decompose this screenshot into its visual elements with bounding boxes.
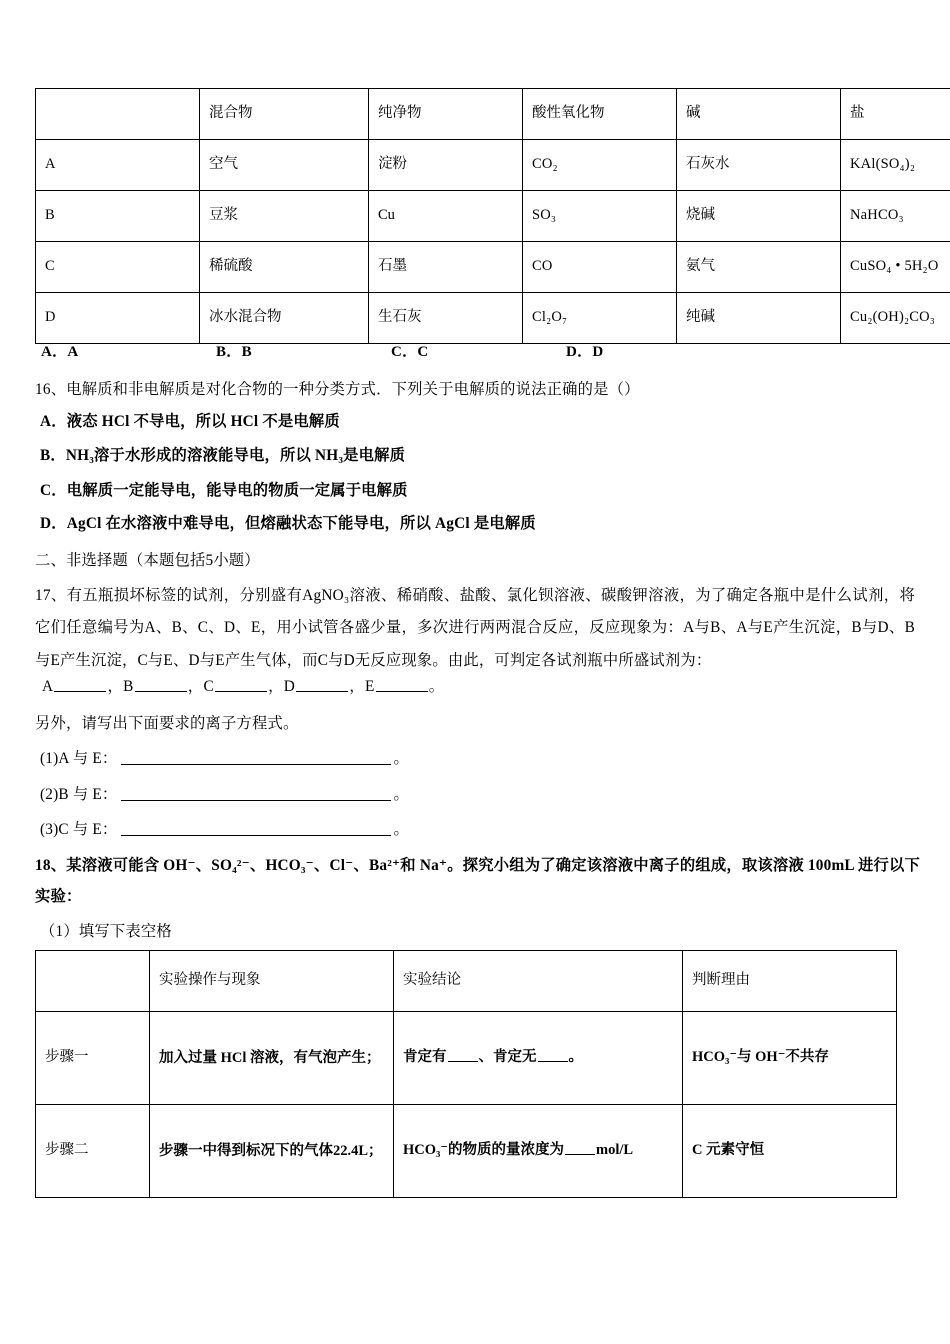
conclusion-1-blank-2[interactable] <box>538 1049 568 1062</box>
question-15-options <box>41 340 901 361</box>
option-d[interactable]: D．D <box>566 344 604 360</box>
ion-list: OH⁻、SO₄²⁻、HCO₃⁻、Cl⁻、Ba²⁺和 Na⁺ <box>163 857 448 874</box>
question-16-option-b[interactable]: B．NH₃溶于水形成的溶液能导电，所以 NH₃是电解质 <box>40 447 406 464</box>
cell-base-d: 纯碱 <box>677 293 841 344</box>
cell-pure-b: Cu <box>369 191 523 242</box>
cell-base-a: 石灰水 <box>677 140 841 191</box>
cell-mixture-b: 豆浆 <box>200 191 369 242</box>
header-cell-pure: 纯净物 <box>369 89 523 140</box>
table-header-row <box>36 951 897 1012</box>
table-row <box>36 1105 897 1198</box>
blank-label-c: C <box>203 678 215 695</box>
row-label-b: B <box>36 191 200 242</box>
header-cell-empty <box>36 89 200 140</box>
cell-salt-a: KAl(SO₄)₂ <box>841 140 950 191</box>
question-16-stem: 16、电解质和非电解质是对化合物的一种分类方式．下列关于电解质的说法正确的是（） <box>35 381 640 398</box>
cell-pure-a: 淀粉 <box>369 140 523 191</box>
cell-mixture-c: 稀硫酸 <box>200 242 369 293</box>
conclusion-2-suffix: mol/L <box>596 1142 634 1159</box>
equation-3-label: (3)C 与 E： <box>40 821 118 838</box>
option-a[interactable]: A．A <box>41 344 79 360</box>
header-cell-acidic-oxide: 酸性氧化物 <box>523 89 677 140</box>
cell-pure-d: 生石灰 <box>369 293 523 344</box>
table-header-row <box>36 89 950 140</box>
conclusion-2-blank[interactable] <box>565 1142 595 1155</box>
question-17-answer-blanks: A ，B ，C ，D ，E 。 <box>42 678 445 695</box>
row-label-a: A <box>36 140 200 191</box>
cell-acidic-oxide-d: Cl₂O₇ <box>523 293 677 344</box>
question-16-option-a[interactable]: A．液态 HCl 不导电，所以 HCl 不是电解质 <box>40 413 340 430</box>
blanks-period: 。 <box>428 678 445 695</box>
equation-3-blank[interactable] <box>121 821 391 836</box>
question-17-equation-3 <box>40 818 920 842</box>
blank-label-a: A <box>42 678 54 695</box>
equation-2-period: 。 <box>393 786 409 803</box>
table-row <box>36 140 950 191</box>
answer-blank-c[interactable] <box>215 678 267 692</box>
question-16-option-d[interactable]: D．AgCl 在水溶液中难导电，但熔融状态下能导电，所以 AgCl 是电解质 <box>40 515 536 532</box>
cell-salt-c: CuSO₄ • 5H₂O <box>841 242 950 293</box>
cell-salt-d: Cu₂(OH)₂CO₃ <box>841 293 950 344</box>
cell-mixture-a: 空气 <box>200 140 369 191</box>
cell-acidic-oxide-b: SO₃ <box>523 191 677 242</box>
exp-step-label-2: 步骤二 <box>36 1105 150 1198</box>
option-b[interactable]: B．B <box>216 344 252 360</box>
question-18-stem-ions-line: 18、某溶液可能含 OH⁻、SO₄²⁻、HCO₃⁻、Cl⁻、Ba²⁺和 Na⁺。探究小组为了确定该溶液中离子的组成，取该溶液 100mL 进行以下实验： <box>35 857 921 905</box>
exp-conclusion-2 <box>394 1105 683 1198</box>
cell-base-b: 烧碱 <box>677 191 841 242</box>
exp-operation-2: 步骤一中得到标况下的气体22.4L； <box>150 1105 394 1198</box>
row-label-c: C <box>36 242 200 293</box>
table-row <box>36 293 950 344</box>
header-cell-mixture: 混合物 <box>200 89 369 140</box>
table-row <box>36 242 950 293</box>
cell-base-c: 氨气 <box>677 242 841 293</box>
equation-1-period: 。 <box>393 750 409 767</box>
equation-1-label: (1)A 与 E： <box>40 750 118 767</box>
equation-2-label: (2)B 与 E： <box>40 786 118 803</box>
question-18-sub-1: （1）填写下表空格 <box>40 923 172 940</box>
conclusion-1-middle: 、肯定无 <box>478 1049 537 1066</box>
equation-3-period: 。 <box>393 821 409 838</box>
conclusion-1-suffix: 。 <box>568 1049 583 1066</box>
exp-step-label-1: 步骤一 <box>36 1012 150 1105</box>
section-two-heading: 二、非选择题（本题包括5小题） <box>35 552 260 569</box>
question-17-note: 另外，请写出下面要求的离子方程式。 <box>35 715 299 732</box>
header-cell-base: 碱 <box>677 89 841 140</box>
question-16-option-c[interactable]: C．电解质一定能导电，能导电的物质一定属于电解质 <box>40 482 408 499</box>
question-18-stem-tail: 。探究小组为了确定该溶液中离子的组成，取该溶液 100mL 进行以下实验： <box>35 857 921 905</box>
blank-label-b: B <box>123 678 134 695</box>
row-label-d: D <box>36 293 200 344</box>
exp-header-reason: 判断理由 <box>683 951 897 1012</box>
header-cell-salt: 盐 <box>841 89 950 140</box>
question-17-stem: 17、有五瓶损坏标签的试剂，分别盛有AgNO₃溶液、稀硝酸、盐酸、氯化钡溶液、碳酸钾溶液，为了确定各瓶中是什么试剂，将它们任意编号为A、B、C、D、E，用小试管各盛少量，多次进行两两混合反应，反应现象为：A与B、A与E产生沉淀，B与D、B与E产生沉淀，C与E、D与E产生气体，而C与D无反应现象。由此，可判定各试剂瓶中所盛试剂为： <box>35 587 915 669</box>
exp-header-empty <box>36 951 150 1012</box>
classification-table <box>35 88 950 344</box>
exp-reason-1: HCO₃⁻与 OH⁻不共存 <box>683 1012 897 1105</box>
exp-reason-2: C 元素守恒 <box>683 1105 897 1198</box>
question-17-equation-1 <box>40 747 920 771</box>
cell-pure-c: 石墨 <box>369 242 523 293</box>
answer-blank-e[interactable] <box>376 678 428 692</box>
experiment-table <box>35 950 897 1198</box>
cell-mixture-d: 冰水混合物 <box>200 293 369 344</box>
exp-conclusion-1 <box>394 1012 683 1105</box>
blank-label-d: D <box>283 678 296 695</box>
answer-blank-b[interactable] <box>135 678 187 692</box>
table-row <box>36 1012 897 1105</box>
cell-salt-b: NaHCO₃ <box>841 191 950 242</box>
blank-label-e: E <box>364 678 375 695</box>
question-18-stem <box>35 851 920 912</box>
equation-2-blank[interactable] <box>121 786 391 801</box>
cell-acidic-oxide-c: CO <box>523 242 677 293</box>
answer-blank-a[interactable] <box>54 678 106 692</box>
exp-header-conclusion: 实验结论 <box>394 951 683 1012</box>
conclusion-2-prefix: HCO₃⁻的物质的量浓度为 <box>403 1142 565 1159</box>
equation-1-blank[interactable] <box>121 750 391 765</box>
conclusion-1-blank-1[interactable] <box>448 1049 478 1062</box>
table-row <box>36 191 950 242</box>
cell-acidic-oxide-a: CO₂ <box>523 140 677 191</box>
exp-operation-1: 加入过量 HCl 溶液，有气泡产生； <box>150 1012 394 1105</box>
exp-header-operation: 实验操作与现象 <box>150 951 394 1012</box>
answer-blank-d[interactable] <box>296 678 348 692</box>
option-c[interactable]: C．C <box>391 344 429 360</box>
question-17-equation-2 <box>40 783 920 807</box>
conclusion-1-prefix: 肯定有 <box>403 1049 447 1066</box>
